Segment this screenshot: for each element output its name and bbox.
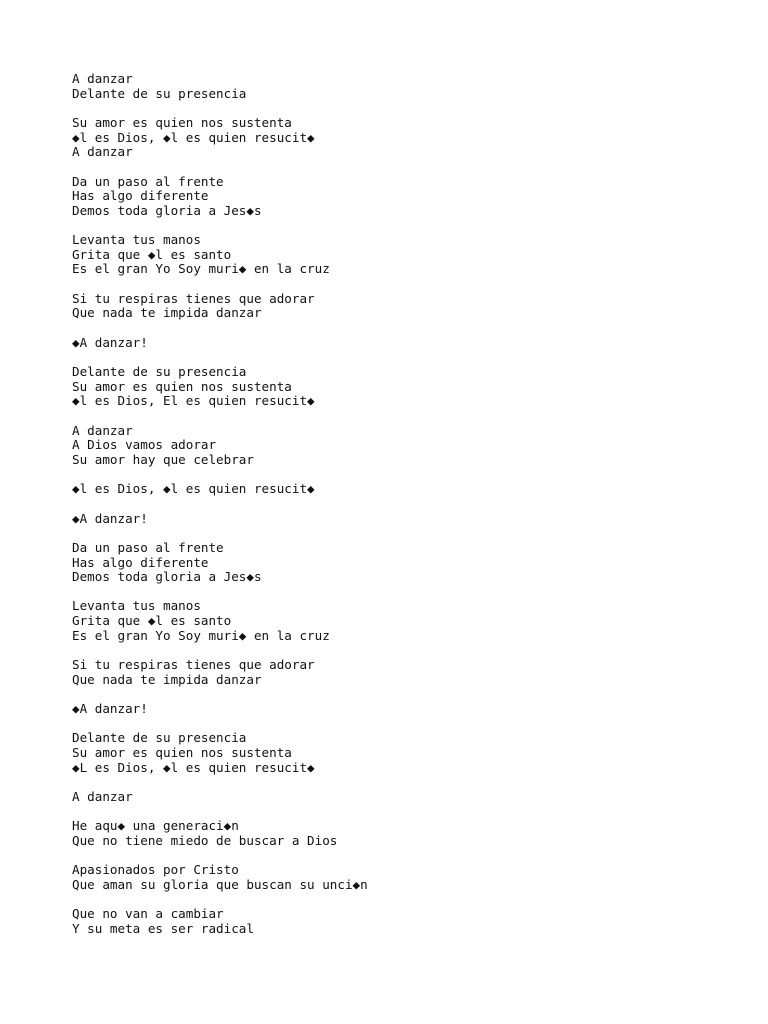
lyrics-stanza <box>72 731 752 775</box>
lyric-line: Has algo diferente <box>72 554 209 570</box>
lyric-line: Levanta tus manos <box>72 232 201 248</box>
lyric-line: Delante de su presencia <box>72 85 247 101</box>
lyric-line: A danzar <box>72 422 133 438</box>
lyric-line: ◆l es Dios, ◆l es quien resucit◆ <box>72 129 315 145</box>
lyrics-stanza <box>72 790 752 805</box>
lyrics-stanza <box>72 233 752 277</box>
lyric-line: Delante de su presencia <box>72 364 247 380</box>
lyric-line: ◆l es Dios, ◆l es quien resucit◆ <box>72 481 315 497</box>
lyrics-stanza <box>72 702 752 717</box>
lyric-line: Demos toda gloria a Jes◆s <box>72 202 262 218</box>
lyric-line: Es el gran Yo Soy muri◆ en la cruz <box>72 627 330 643</box>
lyric-line: Que aman su gloria que buscan su unci◆n <box>72 876 368 892</box>
lyric-line: Es el gran Yo Soy muri◆ en la cruz <box>72 261 330 277</box>
lyrics-stanza <box>72 292 752 321</box>
lyrics-stanza <box>72 365 752 409</box>
lyrics-stanza <box>72 658 752 687</box>
lyric-line: Su amor hay que celebrar <box>72 451 254 467</box>
lyric-line: ◆A danzar! <box>72 334 148 350</box>
lyric-line: A danzar <box>72 71 133 86</box>
lyrics-stanza <box>72 424 752 468</box>
lyric-line: Levanta tus manos <box>72 598 201 614</box>
lyric-line: Da un paso al frente <box>72 539 224 555</box>
lyrics-stanza <box>72 116 752 160</box>
lyric-line: ◆A danzar! <box>72 701 148 717</box>
lyrics-body <box>72 72 752 936</box>
lyric-line: Da un paso al frente <box>72 173 224 189</box>
lyrics-stanza <box>72 907 752 936</box>
lyric-line: Apasionados por Cristo <box>72 862 239 878</box>
lyric-line: Demos toda gloria a Jes◆s <box>72 569 262 585</box>
lyrics-stanza <box>72 863 752 892</box>
lyric-line: Que nada te impida danzar <box>72 671 262 687</box>
lyric-line: A danzar <box>72 788 133 804</box>
lyric-line: ◆L es Dios, ◆l es quien resucit◆ <box>72 759 315 775</box>
lyrics-page <box>72 72 752 951</box>
lyric-line: Su amor es quien nos sustenta <box>72 378 292 394</box>
lyric-line: Que no tiene miedo de buscar a Dios <box>72 832 338 848</box>
lyrics-stanza <box>72 482 752 497</box>
lyric-line: Si tu respiras tienes que adorar <box>72 657 315 673</box>
lyric-line: Grita que ◆l es santo <box>72 246 232 262</box>
lyric-line: Que nada te impida danzar <box>72 305 262 321</box>
lyric-line: Si tu respiras tienes que adorar <box>72 290 315 306</box>
lyric-line: Su amor es quien nos sustenta <box>72 744 292 760</box>
lyric-line: He aqu◆ una generaci◆n <box>72 818 239 834</box>
lyric-line: Has algo diferente <box>72 188 209 204</box>
lyric-line: ◆l es Dios, El es quien resucit◆ <box>72 393 315 409</box>
lyric-line: Su amor es quien nos sustenta <box>72 114 292 130</box>
lyric-line: Y su meta es ser radical <box>72 920 254 936</box>
lyrics-stanza <box>72 541 752 585</box>
lyric-line: A Dios vamos adorar <box>72 437 217 453</box>
lyrics-stanza <box>72 819 752 848</box>
lyric-line: Que no van a cambiar <box>72 906 224 922</box>
lyric-line: A danzar <box>72 144 133 160</box>
lyric-line: ◆A danzar! <box>72 510 148 526</box>
lyrics-stanza <box>72 72 752 101</box>
lyrics-stanza <box>72 175 752 219</box>
lyric-line: Delante de su presencia <box>72 730 247 746</box>
lyrics-stanza <box>72 336 752 351</box>
lyric-line: Grita que ◆l es santo <box>72 613 232 629</box>
lyrics-stanza <box>72 512 752 527</box>
lyrics-stanza <box>72 599 752 643</box>
